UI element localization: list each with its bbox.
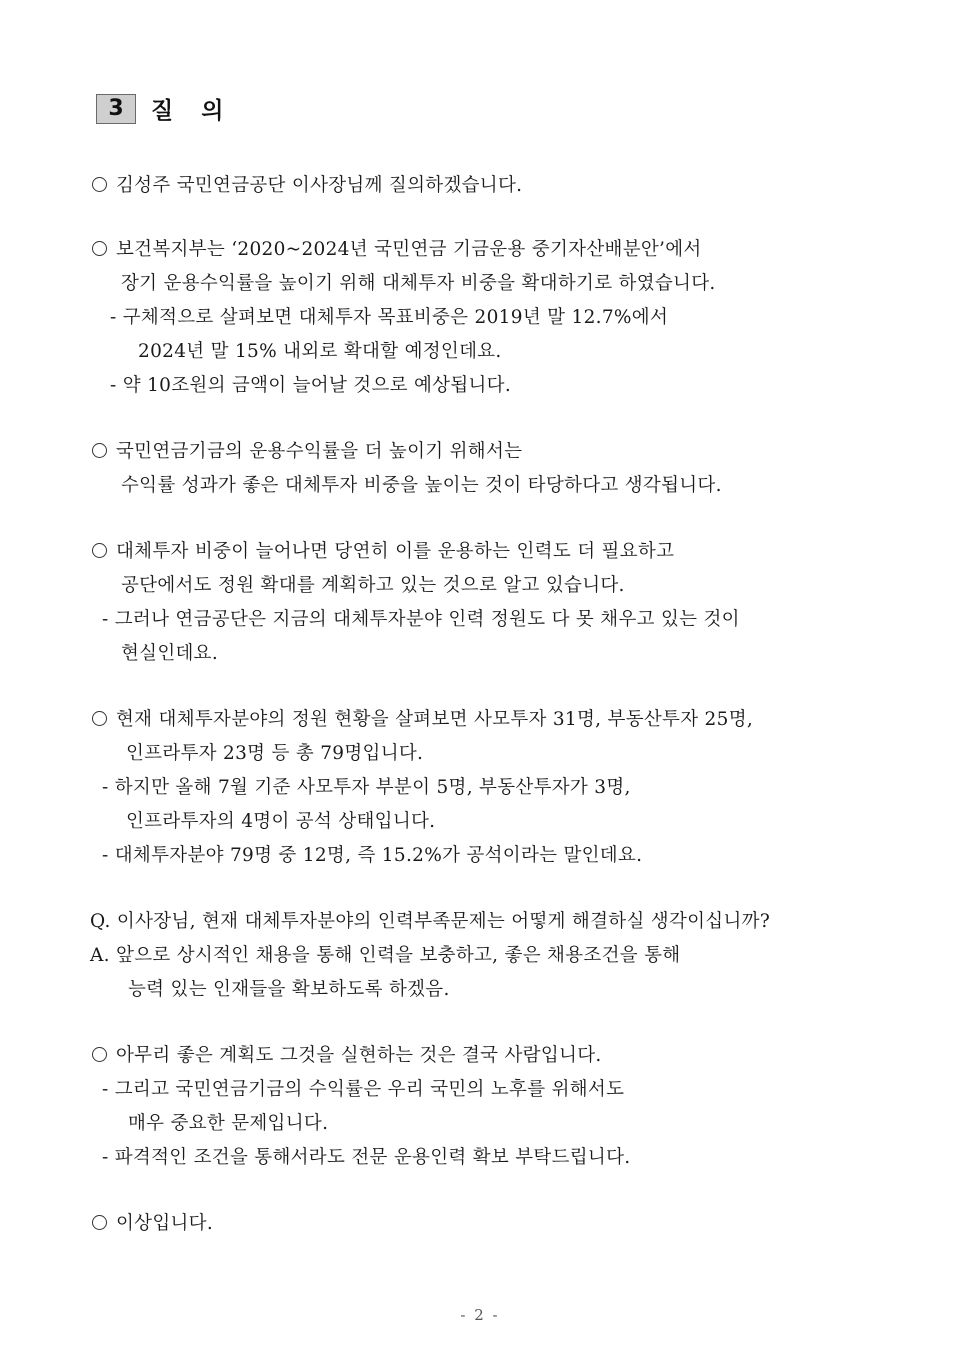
dash-line: - 그리고 국민연금기금의 수익률은 우리 국민의 노후를 위해서도 [102, 1079, 625, 1100]
dash-line: - 약 10조원의 금액이 늘어날 것으로 예상됩니다. [110, 375, 512, 396]
circle-bullet-icon [92, 443, 107, 458]
bullet-line: 국민연금기금의 운용수익률을 더 높이기 위해서는 [92, 440, 522, 464]
continuation-line: 매우 중요한 문제입니다. [128, 1113, 329, 1134]
continuation-line: 공단에서도 정원 확대를 계획하고 있는 것으로 알고 있습니다. [121, 575, 625, 596]
continuation-line: 인프라투자 23명 등 총 79명입니다. [126, 743, 424, 764]
continuation-line: 현실인데요. [121, 643, 219, 664]
bullet-line: 보건복지부는 ‘2020~2024년 국민연금 기금운용 중기자산배분안’에서 [92, 238, 702, 262]
circle-bullet-icon [92, 543, 107, 558]
section-number-badge: 3 [96, 94, 136, 124]
bullet-line: 이상입니다. [92, 1212, 213, 1236]
bullet-line: 아무리 좋은 계획도 그것을 실현하는 것은 결국 사람입니다. [92, 1044, 602, 1068]
circle-bullet-icon [92, 241, 107, 256]
continuation-line: 2024년 말 15% 내외로 확대할 예정인데요. [138, 341, 502, 362]
bullet-line: 대체투자 비중이 늘어나면 당연히 이를 운용하는 인력도 더 필요하고 [92, 540, 674, 564]
circle-bullet-icon [92, 1047, 107, 1062]
answer-line: A. 앞으로 상시적인 채용을 통해 인력을 보충하고, 좋은 채용조건을 통해 [90, 945, 681, 966]
dash-line: - 그러나 연금공단은 지금의 대체투자분야 인력 정원도 다 못 채우고 있는 것이 [102, 609, 740, 630]
continuation-line: 수익률 성과가 좋은 대체투자 비중을 높이는 것이 타당하다고 생각됩니다. [121, 475, 722, 496]
circle-bullet-icon [92, 177, 107, 192]
question-line: Q. 이사장님, 현재 대체투자분야의 인력부족문제는 어떻게 해결하실 생각이십니까? [90, 911, 771, 932]
dash-line: - 구체적으로 살펴보면 대체투자 목표비중은 2019년 말 12.7%에서 [110, 307, 669, 328]
continuation-line: 능력 있는 인재들을 확보하도록 하겠음. [128, 979, 450, 1000]
dash-line: - 파격적인 조건을 통해서라도 전문 운용인력 확보 부탁드립니다. [102, 1147, 631, 1168]
continuation-line: 인프라투자의 4명이 공석 상태입니다. [126, 811, 436, 832]
bullet-line: 김성주 국민연금공단 이사장님께 질의하겠습니다. [92, 174, 522, 198]
bullet-line: 현재 대체투자분야의 정원 현황을 살펴보면 사모투자 31명, 부동산투자 25명, [92, 708, 753, 732]
circle-bullet-icon [92, 711, 107, 726]
circle-bullet-icon [92, 1215, 107, 1230]
section-heading [96, 92, 233, 125]
dash-line: - 하지만 올해 7월 기준 사모투자 부분이 5명, 부동산투자가 3명, [102, 777, 631, 798]
page-number: - 2 - [460, 1306, 500, 1324]
continuation-line: 장기 운용수익률을 높이기 위해 대체투자 비중을 확대하기로 하였습니다. [121, 273, 716, 294]
section-title: 질 의 [151, 98, 234, 124]
dash-line: - 대체투자분야 79명 중 12명, 즉 15.2%가 공석이라는 말인데요. [102, 845, 643, 866]
